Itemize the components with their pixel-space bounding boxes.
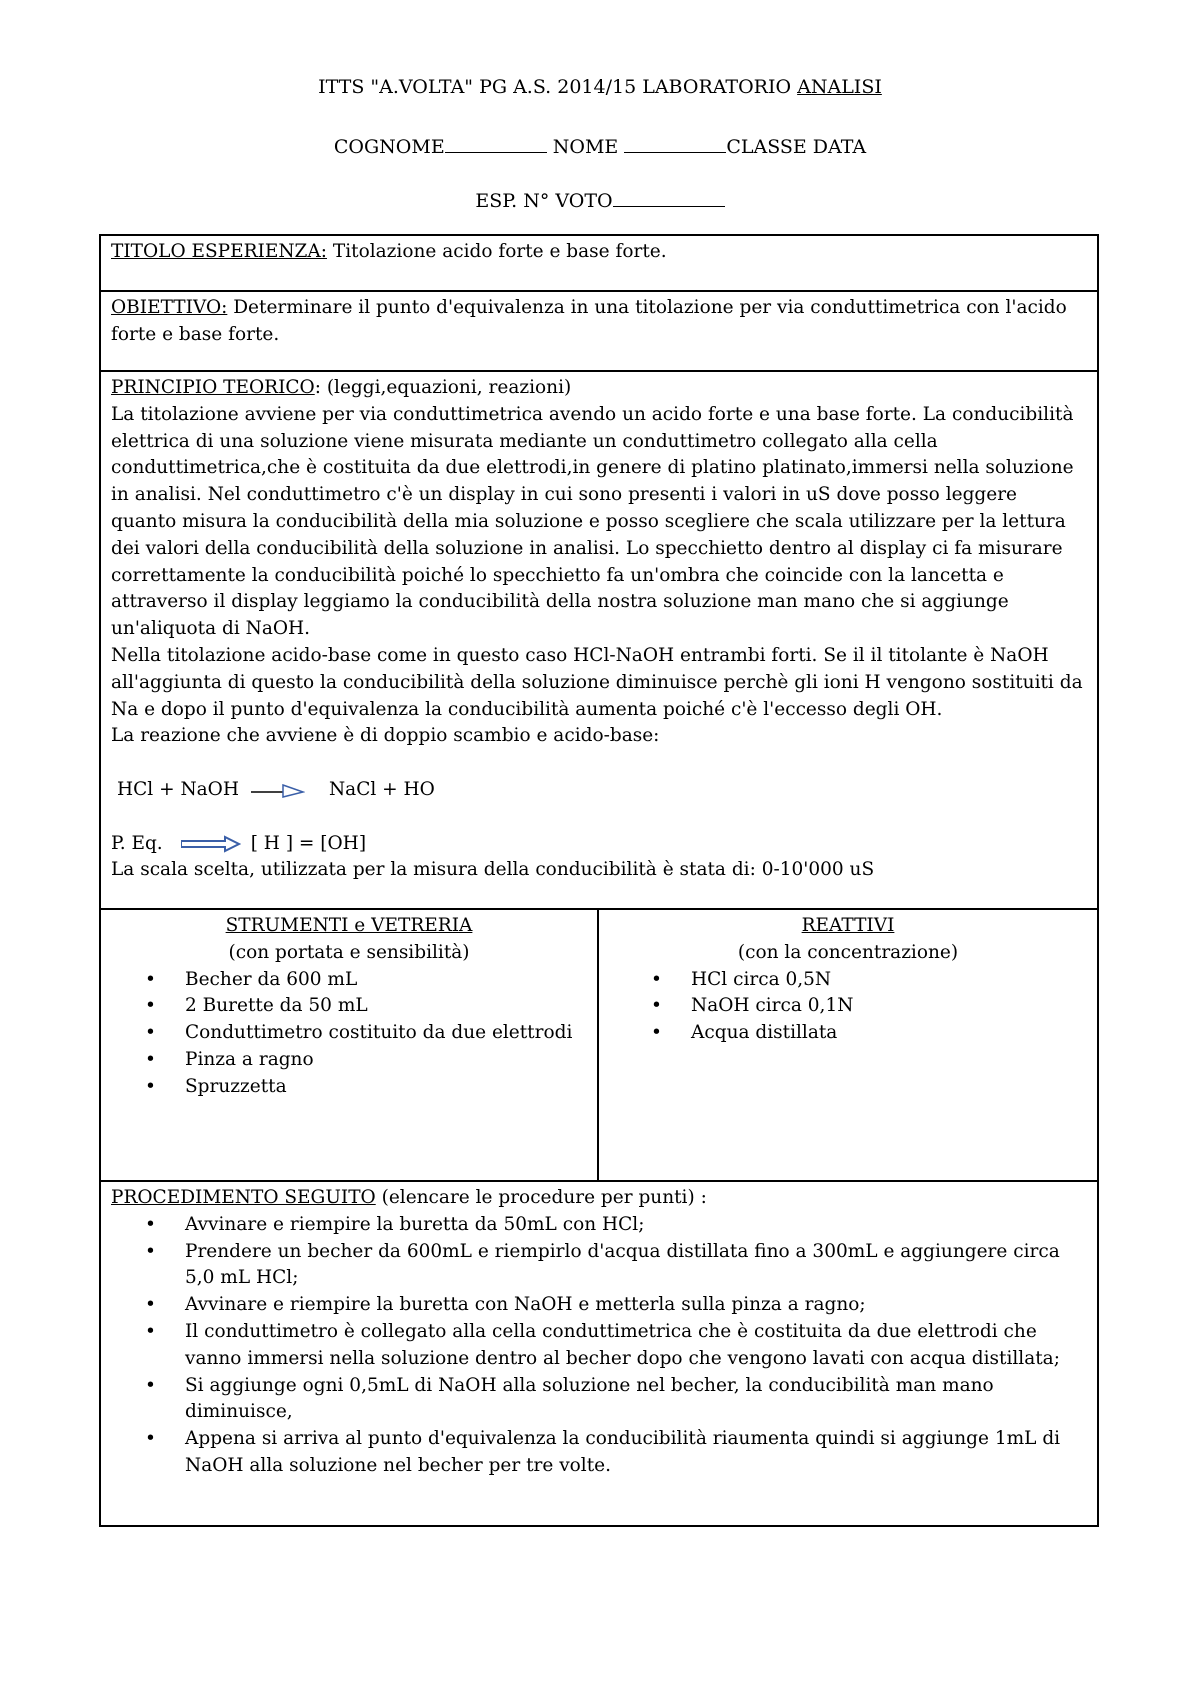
titolo-text: Titolazione acido forte e base forte.	[327, 241, 667, 262]
principio-paragraph-2: Nella titolazione acido-base come in questo caso HCl-NaOH entrambi forti. Se il il titolante è NaOH all'aggiunta di questo la conducibilità della soluzione diminuisce perchè gli ioni H vengono sostituiti da Na e dopo il punto d'equivalenza la conducibilità aumenta poiché c'è l'eccesso degli OH.	[111, 644, 1083, 720]
strumenti-title: STRUMENTI e VETRERIA	[225, 915, 473, 936]
list-item: • Avvinare e riempire la buretta da 50mL con HCl;	[185, 1212, 1087, 1239]
reaction-products: NaCl + HO	[328, 778, 435, 800]
voto-blank[interactable]	[613, 205, 725, 207]
peq-label: P. Eq.	[111, 832, 163, 854]
principio-label: PRINCIPIO TEORICO	[111, 377, 315, 398]
strumenti-subtitle: (con portata e sensibilità)	[228, 941, 470, 963]
obiettivo-text: Determinare il punto d'equivalenza in una titolazione per via conduttimetrica con l'acido forte e base forte.	[111, 297, 1067, 345]
procedimento-sublabel: (elencare le procedure per punti) :	[375, 1187, 707, 1208]
list-item: • Acqua distillata	[691, 1020, 1087, 1047]
list-item: • Prendere un becher da 600mL e riempirlo d'acqua distillata fino a 300mL e aggiungere circa 5,0 mL HCl;	[185, 1239, 1087, 1293]
right-arrow-icon	[251, 781, 305, 799]
peq-formula: [ H ] = [OH]	[250, 832, 367, 854]
principio-paragraph-3: La reazione che avviene è di doppio scambio e acido-base:	[111, 725, 660, 747]
list-item: • Si aggiunge ogni 0,5mL di NaOH alla soluzione nel becher, la conducibilità man mano diminuisce,	[185, 1373, 1087, 1427]
reaction-equation	[111, 777, 1087, 804]
subject-label: ANALISI	[797, 76, 882, 98]
student-info-line	[0, 136, 1200, 158]
procedimento-list	[111, 1212, 1087, 1480]
strumenti-column	[101, 910, 599, 1180]
obiettivo-label: OBIETTIVO:	[111, 297, 228, 318]
list-item: • 2 Burette da 50 mL	[185, 993, 587, 1020]
list-item: • Becher da 600 mL	[185, 967, 587, 994]
principio-heading	[111, 375, 1087, 402]
equivalence-point-line	[111, 831, 1087, 858]
principio-sublabel: : (leggi,equazioni, reazioni)	[314, 377, 572, 398]
cognome-blank[interactable]	[445, 151, 547, 153]
reaction-reactants: HCl + NaOH	[117, 778, 239, 800]
list-item: • Conduttimetro costituito da due elettrodi	[185, 1020, 587, 1047]
procedimento-label: PROCEDIMENTO SEGUITO	[111, 1187, 376, 1208]
school-header	[0, 76, 1200, 98]
list-item: • Appena si arriva al punto d'equivalenza la conducibilità riaumenta quindi si aggiunge 1mL di NaOH alla soluzione nel becher per tre volte.	[185, 1426, 1087, 1480]
cognome-label: COGNOME	[333, 136, 445, 158]
classe-data-label: CLASSE DATA	[726, 136, 867, 158]
titolo-row	[101, 236, 1097, 292]
esp-voto-label: ESP. N° VOTO	[475, 190, 613, 212]
list-item: • HCl circa 0,5N	[691, 967, 1087, 994]
strumenti-list	[111, 967, 587, 1101]
esp-voto-line	[0, 190, 1200, 212]
school-header-text: ITTS "A.VOLTA" PG A.S. 2014/15 LABORATORIO	[318, 76, 798, 98]
list-item: • Spruzzetta	[185, 1074, 587, 1101]
obiettivo-row	[101, 292, 1097, 372]
double-right-arrow-icon	[181, 835, 241, 853]
principio-row	[101, 372, 1097, 910]
strumenti-reattivi-row	[101, 910, 1097, 1182]
list-item: • Il conduttimetro è collegato alla cella conduttimetrica che è costituita da due elettrodi che vanno immersi nella soluzione dentro al becher dopo che vengono lavati con acqua distillata;	[185, 1319, 1087, 1373]
reattivi-column	[599, 910, 1097, 1180]
scale-text: La scala scelta, utilizzata per la misura della conducibilità è stata di: 0-10'000 uS	[111, 859, 875, 881]
lab-report-table	[99, 234, 1099, 1527]
list-item: • Pinza a ragno	[185, 1047, 587, 1074]
reattivi-subtitle: (con la concentrazione)	[737, 941, 959, 963]
procedimento-row	[101, 1182, 1097, 1525]
reattivi-list	[609, 967, 1087, 1047]
nome-label: NOME	[546, 136, 625, 158]
list-item: • Avvinare e riempire la buretta con NaOH e metterla sulla pinza a ragno;	[185, 1292, 1087, 1319]
nome-blank[interactable]	[624, 151, 726, 153]
procedimento-heading	[111, 1185, 1087, 1212]
principio-paragraph-1: La titolazione avviene per via conduttimetrica avendo un acido forte e una base forte. La conducibilità elettrica di una soluzione viene misurata mediante un conduttimetro collegato alla cella conduttimetrica,che è costituita da due elettrodi,in genere di platino platinato,immersi nella soluzione in analisi. Nel conduttimetro c'è un display in cui sono presenti i valori in uS dove posso leggere quanto misura la conducibilità della mia soluzione e posso scegliere che scala utilizzare per la lettura dei valori della conducibilità della soluzione in analisi. Lo specchietto dentro al display ci fa misurare correttamente la conducibilità poiché lo specchietto fa un'ombra che coincide con la lancetta e attraverso il display leggiamo la conducibilità della nostra soluzione man mano che si aggiunge un'aliquota di NaOH.	[111, 403, 1074, 640]
titolo-label: TITOLO ESPERIENZA:	[111, 241, 327, 262]
reattivi-title: REATTIVI	[801, 915, 895, 936]
list-item: • NaOH circa 0,1N	[691, 993, 1087, 1020]
